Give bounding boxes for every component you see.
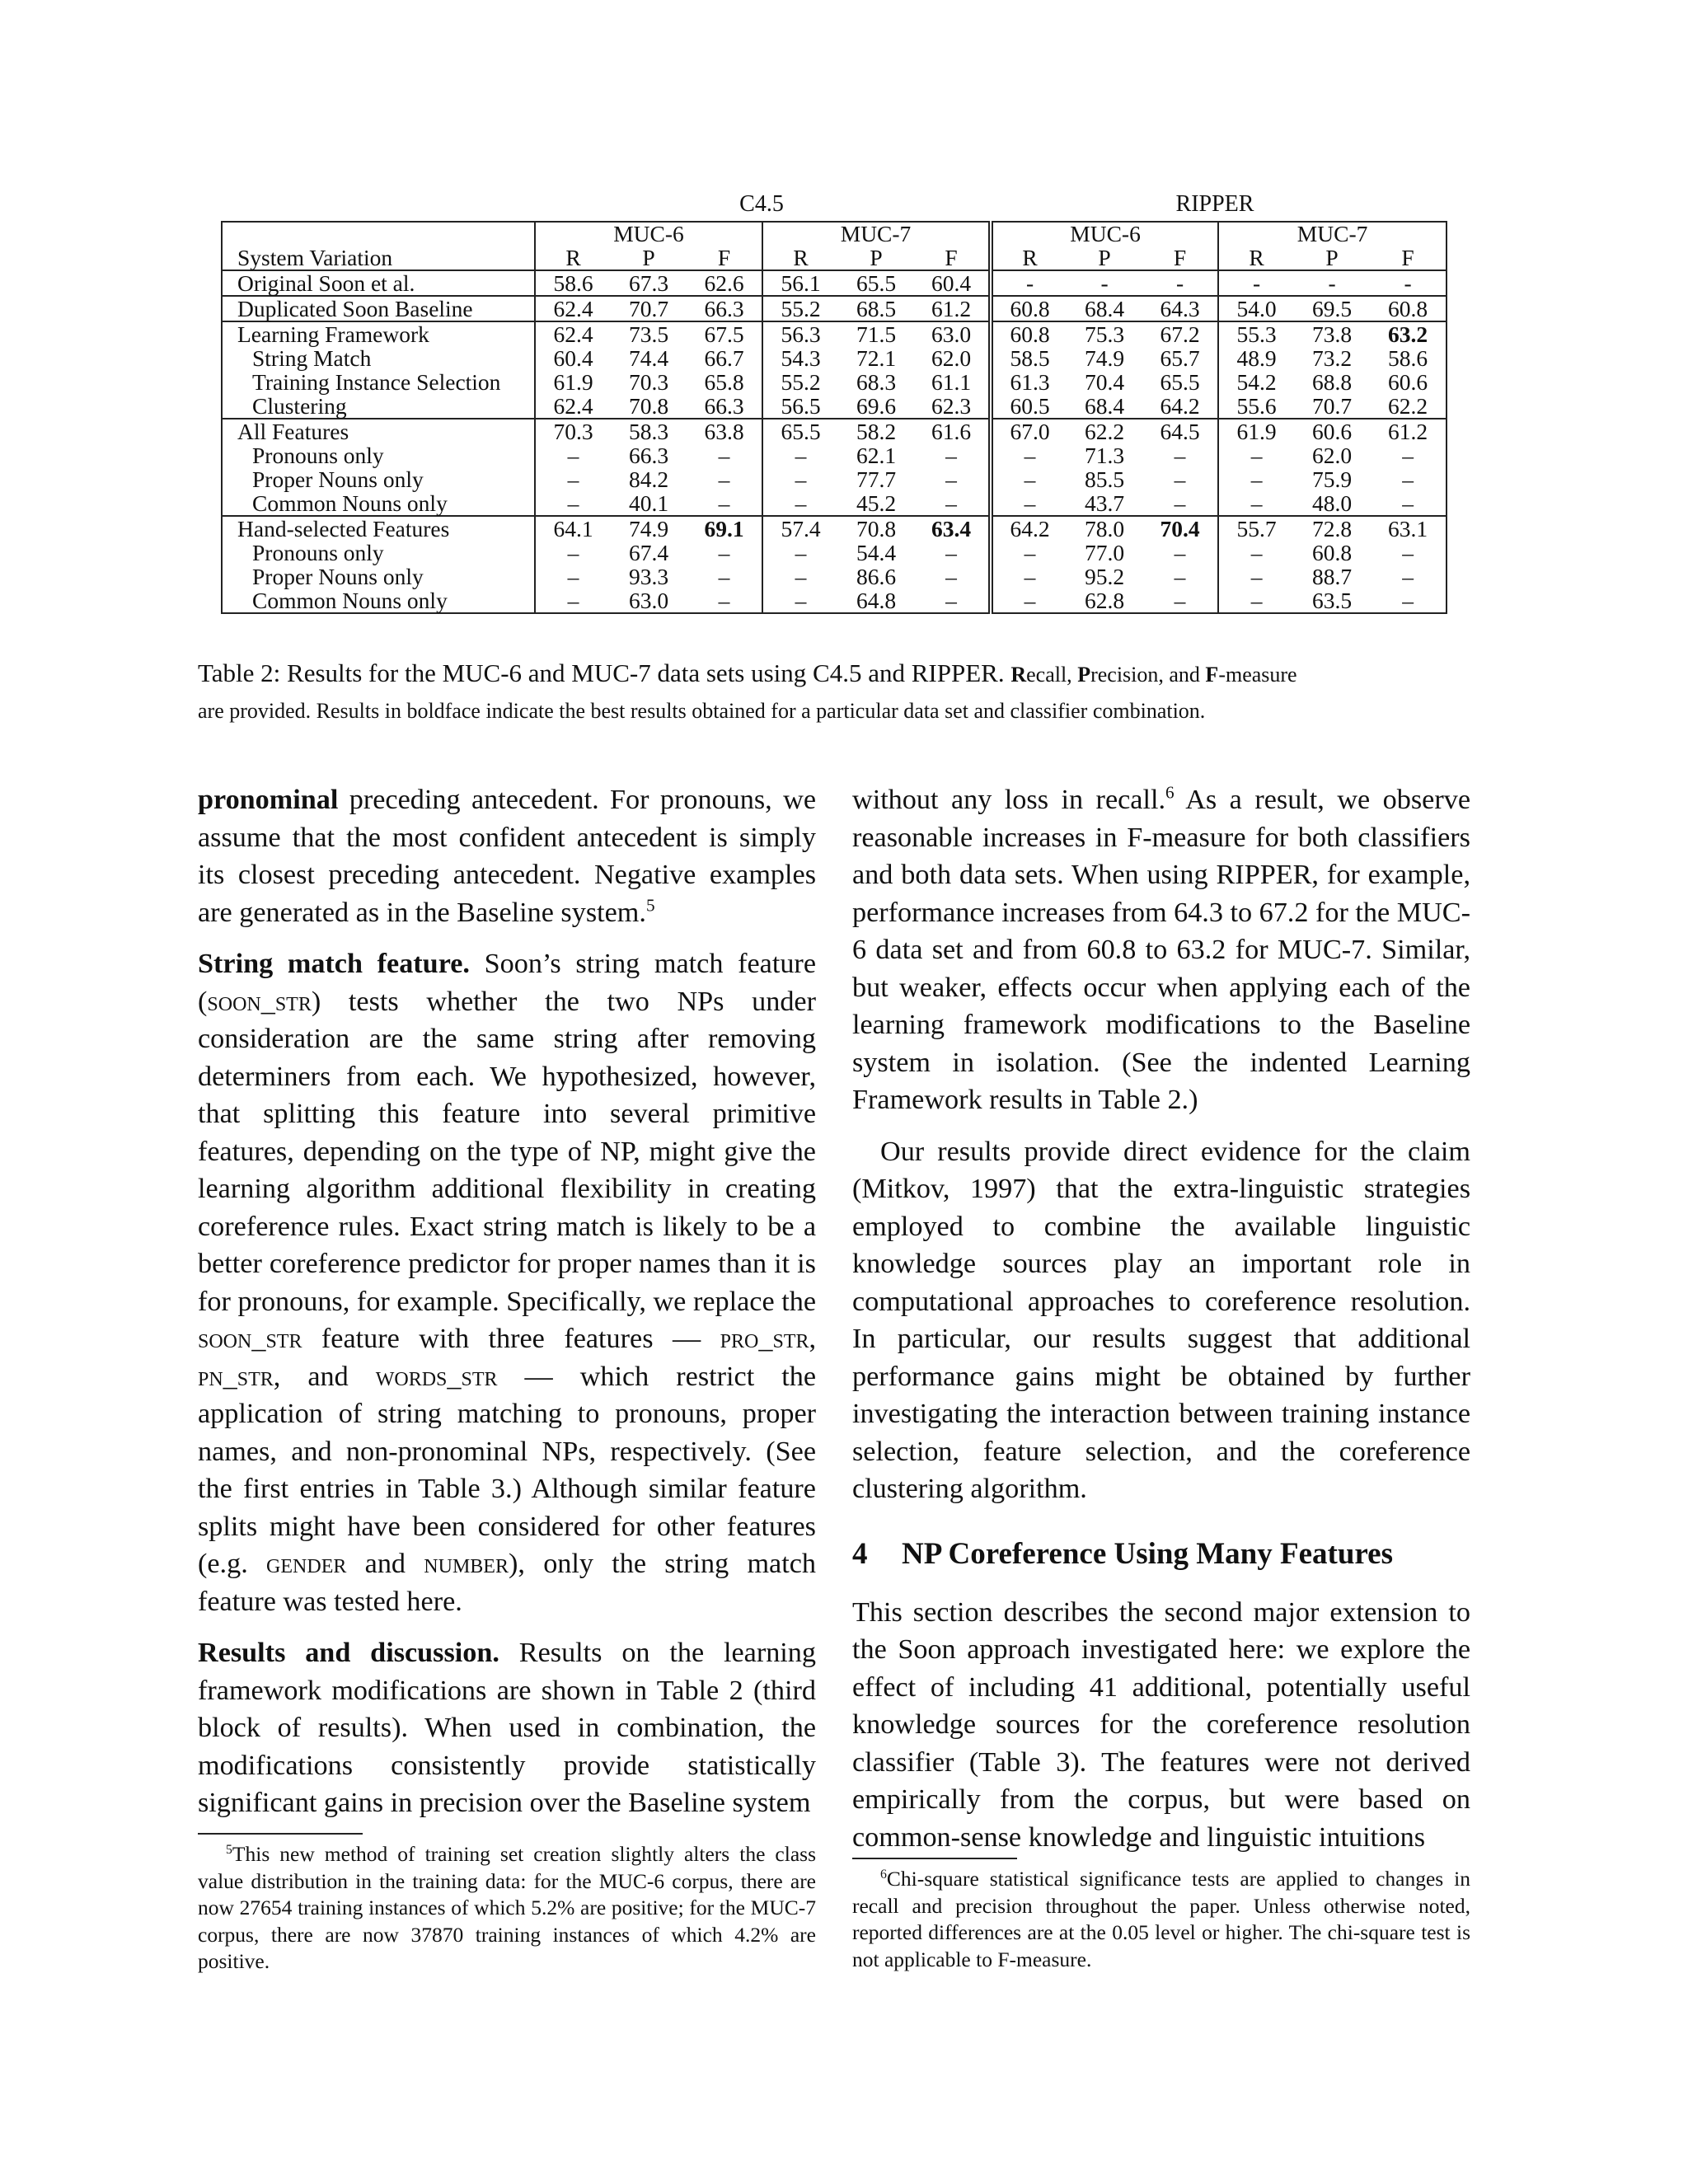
classifier-header-row — [221, 191, 1447, 221]
table-cell: – — [1218, 588, 1294, 613]
table-cell: – — [1142, 588, 1218, 613]
paragraph-text: , and — [273, 1361, 376, 1392]
table-cell: – — [945, 466, 957, 492]
table-cell: 60.8 — [1312, 540, 1353, 565]
table-cell: 66.3 — [704, 393, 744, 419]
table-row — [222, 394, 1447, 419]
table-cell: 70.4 — [1084, 369, 1125, 395]
table-cell: 58.6 — [1370, 346, 1447, 370]
table-cell: - — [1294, 270, 1370, 296]
paragraph-text: and — [346, 1549, 424, 1579]
table-cell: – — [762, 467, 838, 491]
feature-name: pro_str — [720, 1324, 809, 1354]
paragraph-text: Results on the learning framework modifications are shown in Table 2 (third block of results). When used in combination, the modifications consistently provide statistically significant gains in precision over the Baseline system — [198, 1638, 816, 1818]
table-cell: – — [1370, 565, 1447, 588]
table-cell: 65.5 — [762, 419, 838, 443]
table-cell: 54.3 — [762, 346, 838, 370]
header-blank — [222, 222, 535, 246]
table-cell: 62.0 — [1312, 443, 1353, 468]
metric-header: R — [1218, 246, 1294, 270]
table-cell: – — [718, 466, 730, 492]
footnote-5 — [198, 1841, 816, 1975]
table-row — [222, 565, 1447, 588]
metric-header-row — [222, 246, 1447, 270]
table-cell: – — [1370, 443, 1447, 467]
dataset-label: MUC-6 — [535, 222, 762, 246]
metric-header: F — [717, 245, 731, 270]
table-cell: 45.2 — [856, 490, 897, 516]
table-row — [222, 443, 1447, 467]
classifier-ripper-label: RIPPER — [1175, 191, 1254, 217]
table-cell: 63.0 — [611, 588, 687, 613]
table-cell: – — [1218, 541, 1294, 565]
table-cell: 62.3 — [931, 393, 972, 419]
table-cell: – — [1218, 467, 1294, 491]
table-cell: 65.7 — [1160, 345, 1200, 371]
results-table — [221, 221, 1447, 614]
table-cell: 62.1 — [856, 443, 897, 468]
table-cell: – — [991, 443, 1067, 467]
table-cell: - — [1067, 270, 1142, 296]
paragraph-text: As a result, we observe reasonable increases in F-measure for both classifiers and both data sets. When using RIPPER, for example, performance increases from 64.3 to 67.2 for the MUC-6 data set and from 60.8 to 63.2 for MUC-7. Similar, but weaker, effects occur when applying each of the learning framework modifications to the Baseline system in isolation. (See the indented Learning Framework results in Table 2.) — [852, 785, 1470, 1115]
table-cell: – — [535, 565, 611, 588]
right-column — [852, 781, 1470, 1870]
table-row — [222, 346, 1447, 370]
metric-header: F — [1173, 245, 1187, 270]
table-cell: 56.5 — [762, 394, 838, 419]
table-cell: 70.7 — [1312, 393, 1353, 419]
table-cell: – — [945, 564, 957, 589]
table-caption — [198, 655, 1490, 729]
table-cell: – — [991, 541, 1067, 565]
row-label: All Features — [222, 419, 535, 443]
left-column — [198, 781, 816, 1836]
footnote-6 — [852, 1866, 1470, 1973]
paragraph-text: ), only the string match feature was tested here. — [198, 1549, 816, 1617]
table-cell: 61.9 — [535, 370, 611, 394]
table-cell: 72.8 — [1294, 516, 1370, 541]
table-cell: 64.5 — [1142, 419, 1218, 443]
table-row — [222, 588, 1447, 613]
table-cell: – — [991, 467, 1067, 491]
table-cell: – — [945, 540, 957, 565]
table-cell: – — [991, 491, 1067, 516]
table-cell: 85.5 — [1084, 466, 1125, 492]
table-cell: 68.4 — [1084, 393, 1125, 419]
table-cell: 63.5 — [1294, 588, 1370, 613]
table-cell: 73.2 — [1312, 345, 1353, 371]
table-cell: 93.3 — [628, 564, 669, 589]
table-cell: 75.3 — [1067, 321, 1142, 346]
paragraph: This section describes the second major extension to the Soon approach investigated here: we explore the effect of including 41 additional, potentially useful knowledge sources for the coreference resolution classifier (Table 3). The features were not derived empirically from the corpus, but were based on common-sense knowledge and linguistic intuitions — [852, 1596, 1470, 1853]
table-cell: 54.2 — [1218, 370, 1294, 394]
table-cell: 68.3 — [856, 369, 897, 395]
dataset-label: MUC-7 — [1218, 222, 1447, 246]
table-cell: 64.8 — [838, 588, 914, 613]
footnote-rule — [852, 1858, 1017, 1859]
paragraph-text: feature with three features — — [302, 1324, 720, 1354]
caption-r-rest: ecall, — [1026, 663, 1078, 687]
table-cell: – — [945, 490, 957, 516]
row-label: Proper Nouns only — [222, 467, 535, 491]
caption-p: P — [1077, 663, 1091, 687]
table-row — [222, 296, 1447, 321]
table-cell: 64.2 — [1160, 393, 1200, 419]
table-cell: – — [718, 540, 730, 565]
table-cell: – — [762, 541, 838, 565]
table-cell: 62.6 — [687, 270, 762, 296]
metric-header: P — [870, 245, 883, 270]
table-cell: 62.4 — [535, 321, 611, 346]
row-label: Learning Framework — [222, 321, 535, 346]
row-label: Clustering — [222, 394, 535, 419]
table-cell: 60.8 — [991, 296, 1067, 321]
table-cell: 63.8 — [687, 419, 762, 443]
row-label: Hand-selected Features — [222, 516, 535, 541]
table-cell: 70.3 — [628, 369, 669, 395]
table-cell: 77.7 — [856, 466, 897, 492]
table-cell: 62.4 — [535, 394, 611, 419]
table-cell: 65.5 — [838, 270, 914, 296]
table-cell: 55.2 — [762, 296, 838, 321]
table-cell: 67.4 — [628, 540, 669, 565]
table-cell: – — [1370, 588, 1447, 613]
table-cell: – — [1174, 490, 1186, 516]
table-cell: 67.5 — [687, 321, 762, 346]
table-cell: 68.5 — [838, 296, 914, 321]
table-cell: – — [535, 443, 611, 467]
table-cell: – — [535, 541, 611, 565]
paragraph-text: , — [809, 1324, 816, 1354]
table-cell: 56.1 — [762, 270, 838, 296]
feature-name: words_str — [375, 1361, 498, 1392]
table-cell: – — [1174, 540, 1186, 565]
table-cell: 73.8 — [1294, 321, 1370, 346]
table-cell: – — [1174, 564, 1186, 589]
metric-header: R — [991, 246, 1067, 270]
table-row — [222, 370, 1447, 394]
table-cell: – — [687, 588, 762, 613]
table-cell: 58.3 — [611, 419, 687, 443]
table-cell: – — [762, 443, 838, 467]
paragraph — [198, 1634, 816, 1822]
row-label: Duplicated Soon Baseline — [222, 296, 535, 321]
table-row — [222, 419, 1447, 443]
table-cell: – — [1370, 491, 1447, 516]
metric-header: P — [642, 245, 655, 270]
table-cell: 61.3 — [991, 370, 1067, 394]
footnote-ref[interactable]: 6 — [1165, 782, 1175, 803]
paragraph — [198, 781, 816, 931]
caption-main: Table 2: Results for the MUC-6 and MUC-7 data sets using C4.5 and RIPPER. — [198, 658, 1005, 687]
table-cell: – — [991, 565, 1067, 588]
table-row — [222, 467, 1447, 491]
row-label: Original Soon et al. — [222, 270, 535, 296]
table-cell: - — [991, 270, 1067, 296]
system-variation-header: System Variation — [222, 246, 535, 270]
table-cell: – — [945, 443, 957, 468]
table-cell: – — [914, 588, 991, 613]
table-cell: 55.6 — [1218, 394, 1294, 419]
table-row — [222, 270, 1447, 296]
row-label: Common Nouns only — [222, 588, 535, 613]
table-cell: 64.2 — [991, 516, 1067, 541]
paragraph-text: Soon’s string match feature ( — [198, 949, 816, 1017]
table-cell: 66.3 — [628, 443, 669, 468]
table-cell: 60.4 — [535, 346, 611, 370]
table-cell: 55.7 — [1218, 516, 1294, 541]
table-cell: – — [718, 564, 730, 589]
section-title: NP Coreference Using Many Features — [902, 1536, 1393, 1571]
row-label: Common Nouns only — [222, 491, 535, 516]
table-cell: 62.4 — [535, 296, 611, 321]
table-cell: - — [1370, 270, 1447, 296]
table-cell: 40.1 — [628, 490, 669, 516]
table-cell: – — [1174, 443, 1186, 468]
table-row — [222, 541, 1447, 565]
table-cell: 74.4 — [628, 345, 669, 371]
table-cell: 84.2 — [628, 466, 669, 492]
feature-name: soon_str — [207, 986, 312, 1017]
caption-line-2: are provided. Results in boldface indicate the best results obtained for a particular data set and classifier combination. — [198, 699, 1206, 723]
table-cell: – — [535, 467, 611, 491]
table-cell: 61.6 — [914, 419, 991, 443]
table-cell: 62.2 — [1067, 419, 1142, 443]
feature-name: soon_str — [198, 1324, 302, 1354]
results-table-block — [221, 191, 1447, 614]
table-cell: 88.7 — [1312, 564, 1353, 589]
table-cell: 70.8 — [838, 516, 914, 541]
table-cell: 55.3 — [1218, 321, 1294, 346]
footnote-number: 5 — [226, 1842, 232, 1857]
dataset-label: MUC-6 — [991, 222, 1218, 246]
table-cell: – — [1218, 443, 1294, 467]
table-cell: 58.2 — [838, 419, 914, 443]
table-cell: 70.3 — [535, 419, 611, 443]
table-cell: 75.9 — [1312, 466, 1353, 492]
metric-header: P — [1098, 245, 1111, 270]
table-cell: 86.6 — [856, 564, 897, 589]
section-number: 4 — [852, 1536, 868, 1571]
table-cell: 68.8 — [1312, 369, 1353, 395]
table-cell: – — [762, 588, 838, 613]
table-cell: 56.3 — [762, 321, 838, 346]
table-row — [222, 516, 1447, 541]
table-cell: 72.1 — [856, 345, 897, 371]
feature-name: gender — [266, 1549, 347, 1579]
table-cell: 48.0 — [1312, 490, 1353, 516]
table-cell: 62.8 — [1067, 588, 1142, 613]
table-cell: 57.4 — [762, 516, 838, 541]
footnote-rule — [198, 1833, 363, 1835]
metric-header: R — [535, 246, 611, 270]
table-cell: 65.5 — [1160, 369, 1200, 395]
table-cell: 69.5 — [1294, 296, 1370, 321]
table-cell: 70.8 — [628, 393, 669, 419]
table-cell: – — [718, 490, 730, 516]
table-cell: 73.5 — [611, 321, 687, 346]
paragraph-text: ) tests whether the two NPs under consideration are the same string after removing determiners from each. We hypothesized, however, that splitting this feature into several primitive features, depending on the type of NP, might give the learning algorithm additional flexibility in creating coreference rules. Exact string match is likely to be a better coreference predictor for proper names than it is for pronouns, for example. Specifically, we replace the — [198, 986, 816, 1317]
table-cell: – — [1218, 565, 1294, 588]
caption-metrics — [1010, 663, 1296, 687]
table-cell: 60.6 — [1294, 419, 1370, 443]
table-row — [222, 321, 1447, 346]
table-cell: 70.7 — [611, 296, 687, 321]
table-cell: – — [762, 491, 838, 516]
table-cell: 60.6 — [1370, 370, 1447, 394]
footnote-text: Chi-square statistical significance tests are applied to changes in recall and precision throughout the paper. Unless otherwise noted, reported differences are at the 0.05 level or higher. The chi-square test is not applicable to F-measure. — [852, 1867, 1470, 1971]
paragraph-heading: String match feature. — [198, 949, 470, 979]
table-cell: 67.2 — [1142, 321, 1218, 346]
paragraph — [852, 781, 1470, 1119]
row-label: Proper Nouns only — [222, 565, 535, 588]
table-cell: 69.6 — [856, 393, 897, 419]
table-cell: 65.8 — [704, 369, 744, 395]
table-cell: – — [718, 443, 730, 468]
footnote-ref[interactable]: 5 — [645, 895, 655, 916]
dataset-label: MUC-7 — [762, 222, 991, 246]
table-cell: 60.5 — [991, 394, 1067, 419]
table-cell: 95.2 — [1084, 564, 1125, 589]
row-label: Training Instance Selection — [222, 370, 535, 394]
table-cell: 61.2 — [914, 296, 991, 321]
table-cell: 43.7 — [1084, 490, 1125, 516]
table-cell: 71.3 — [1084, 443, 1125, 468]
metric-header: F — [1370, 246, 1447, 270]
table-cell: 63.0 — [914, 321, 991, 346]
classifier-c45-label: C4.5 — [739, 191, 784, 217]
table-cell: 68.4 — [1067, 296, 1142, 321]
metric-header: F — [945, 245, 958, 270]
table-cell: – — [1370, 541, 1447, 565]
feature-name: number — [424, 1549, 509, 1579]
caption-f-rest: -measure — [1218, 663, 1297, 687]
caption-p-rest: recision, and — [1090, 663, 1206, 687]
table-cell: 69.1 — [687, 516, 762, 541]
table-cell: 64.3 — [1142, 296, 1218, 321]
table-cell: 60.4 — [914, 270, 991, 296]
table-cell: 63.4 — [914, 516, 991, 541]
table-cell: 54.0 — [1218, 296, 1294, 321]
table-cell: 54.4 — [856, 540, 897, 565]
dataset-header-row — [222, 222, 1447, 246]
paragraph — [198, 945, 816, 1620]
table-cell: 66.7 — [704, 345, 744, 371]
table-cell: – — [1218, 491, 1294, 516]
table-cell: - — [1142, 270, 1218, 296]
table-cell: – — [991, 588, 1067, 613]
caption-f: F — [1205, 663, 1219, 687]
table-cell: 74.9 — [611, 516, 687, 541]
paragraph-heading: Results and discussion. — [198, 1638, 499, 1668]
table-cell: – — [1174, 466, 1186, 492]
row-label: String Match — [222, 346, 535, 370]
table-cell: 71.5 — [838, 321, 914, 346]
table-cell: 55.2 — [762, 370, 838, 394]
row-label: Pronouns only — [222, 443, 535, 467]
footnote-number: 6 — [880, 1867, 887, 1882]
table-cell: - — [1218, 270, 1294, 296]
table-cell: 78.0 — [1067, 516, 1142, 541]
feature-name: pn_str — [198, 1361, 274, 1392]
table-cell: 66.3 — [687, 296, 762, 321]
table-cell: 60.8 — [991, 321, 1067, 346]
table-cell: 58.5 — [991, 346, 1067, 370]
paragraph-text: — which restrict the application of string matching to pronouns, proper names, and non-pronominal NPs, respectively. (See the first entries in Table 3.) Although similar feature splits might have been considered for other features (e.g. — [198, 1361, 816, 1579]
table-cell: 63.2 — [1370, 321, 1447, 346]
table-cell: 61.2 — [1370, 419, 1447, 443]
section-heading — [852, 1536, 1470, 1572]
table-cell: 62.0 — [931, 345, 972, 371]
table-cell: 63.1 — [1370, 516, 1447, 541]
row-label: Pronouns only — [222, 541, 535, 565]
bold-term: pronominal — [198, 785, 339, 815]
caption-r: R — [1010, 663, 1027, 687]
paragraph-text: preceding antecedent. For pronouns, we assume that the most confident antecedent is simply its closest preceding antecedent. Negative examples are generated as in the Baseline system. — [198, 785, 816, 928]
table-cell: 48.9 — [1218, 346, 1294, 370]
footnote-text: This new method of training set creation slightly alters the class value distribution in the training data: for the MUC-6 corpus, there are now 27654 training instances of which 5.2% are positive; for the MUC-7 corpus, there are now 37870 training instances of which 4.2% are positive. — [198, 1842, 816, 1973]
table-cell: – — [762, 565, 838, 588]
table-cell: 60.8 — [1370, 296, 1447, 321]
table-cell: 64.1 — [535, 516, 611, 541]
table-cell: 70.4 — [1142, 516, 1218, 541]
table-cell: – — [1370, 467, 1447, 491]
paragraph-text: without any loss in recall. — [852, 785, 1166, 815]
paragraph: Our results provide direct evidence for the claim (Mitkov, 1997) that the extra-linguistic strategies employed to combine the available linguistic knowledge sources play an important role in computational approaches to coreference resolution. In particular, our results suggest that additional performance gains might be obtained by further investigating the interaction between training instance selection, feature selection, and the coreference clustering algorithm. — [852, 1136, 1470, 1504]
metric-header: P — [1325, 245, 1339, 270]
table-cell: 62.2 — [1370, 394, 1447, 419]
table-cell: 77.0 — [1084, 540, 1125, 565]
table-cell: 61.9 — [1218, 419, 1294, 443]
metric-header: R — [762, 246, 838, 270]
table-cell: – — [535, 588, 611, 613]
table-row — [222, 491, 1447, 516]
table-cell: 74.9 — [1084, 345, 1125, 371]
table-cell: – — [535, 491, 611, 516]
caption-line-1 — [198, 655, 1490, 693]
table-cell: 61.1 — [931, 369, 972, 395]
table-cell: 58.6 — [535, 270, 611, 296]
table-cell: 67.0 — [991, 419, 1067, 443]
table-cell: 67.3 — [611, 270, 687, 296]
